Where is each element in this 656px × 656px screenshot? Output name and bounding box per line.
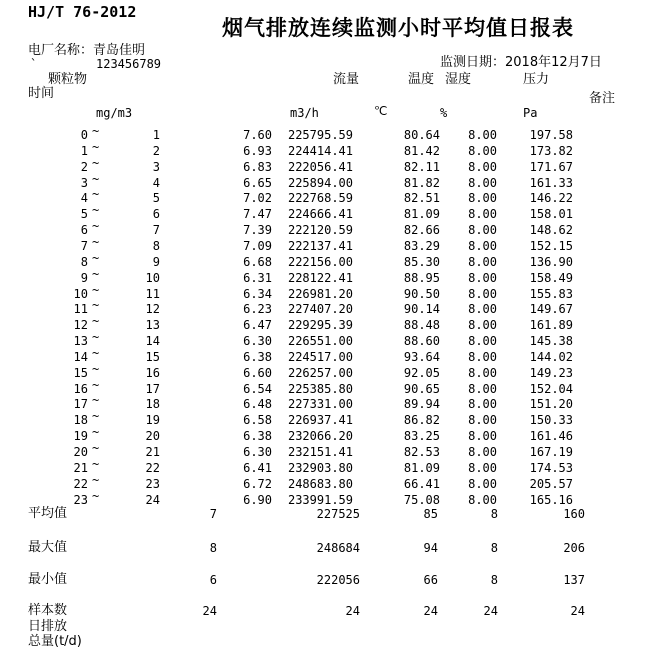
pm-value: 6.54	[243, 381, 272, 396]
hour-start: 14	[73, 349, 88, 364]
pressure-value: 145.38	[529, 334, 573, 349]
humidity-value: 8.00	[468, 397, 497, 412]
hour-start: 12	[73, 318, 88, 333]
pressure-value: 161.89	[529, 318, 573, 333]
flow-value: 248684	[316, 541, 360, 555]
temperature-value: 24	[423, 604, 438, 618]
pressure-value: 24	[570, 604, 585, 618]
pm-value: 6.83	[243, 159, 272, 174]
plant-code: 123456789	[96, 57, 162, 71]
plant-name-label: 电厂名称：	[28, 43, 94, 58]
hour-end: 22	[145, 460, 160, 475]
flow-value: 228122.41	[287, 270, 353, 285]
humidity-value: 8.00	[468, 429, 497, 444]
hour-start: 16	[73, 381, 88, 396]
summary-label: 平均值	[28, 506, 68, 521]
flow-value: 222120.59	[287, 223, 353, 238]
flow-value: 233991.59	[287, 492, 353, 507]
pm-value: 8	[209, 541, 217, 555]
pressure-value: 149.67	[529, 302, 573, 317]
hour-end: 18	[145, 397, 160, 412]
hour-range-tilde: ~	[92, 314, 100, 329]
pm-value: 6.65	[243, 175, 272, 190]
hour-range-tilde: ~	[92, 488, 100, 503]
hour-end: 12	[145, 302, 160, 317]
hour-start: 7	[80, 238, 88, 253]
column-header-pressure: 压力	[523, 72, 550, 87]
hour-end: 3	[152, 159, 160, 174]
hour-start: 11	[73, 302, 88, 317]
pressure-value: 174.53	[529, 460, 573, 475]
pressure-value: 158.49	[529, 270, 573, 285]
temperature-value: 75.08	[403, 492, 440, 507]
hour-range-tilde: ~	[92, 345, 100, 360]
temperature-value: 89.94	[403, 397, 440, 412]
pm-value: 7.60	[243, 128, 272, 142]
average-row	[0, 507, 656, 523]
pressure-value: 158.01	[529, 207, 573, 222]
hour-start: 15	[73, 365, 88, 380]
humidity-value: 8.00	[468, 349, 497, 364]
hour-range-tilde: ~	[92, 219, 100, 234]
flow-value: 222056.41	[287, 159, 353, 174]
pressure-value: 206	[563, 541, 585, 555]
hour-start: 4	[80, 191, 88, 206]
pressure-value: 152.04	[529, 381, 573, 396]
sample-count-row	[0, 604, 656, 620]
humidity-value: 8.00	[468, 302, 497, 317]
humidity-value: 8.00	[468, 175, 497, 190]
temperature-value: 83.25	[403, 429, 440, 444]
pressure-value: 152.15	[529, 238, 573, 253]
temperature-value: 92.05	[403, 365, 440, 380]
humidity-value: 8.00	[468, 143, 497, 158]
hour-end: 2	[152, 143, 160, 158]
pressure-value: 151.20	[529, 397, 573, 412]
pressure-value: 197.58	[529, 128, 573, 142]
pm-value: 6.68	[243, 254, 272, 269]
flow-value: 225385.80	[287, 381, 353, 396]
flow-value: 227525	[316, 507, 360, 521]
summary-label: 样本数	[28, 603, 68, 618]
hour-end: 20	[145, 429, 160, 444]
column-header-pm: 颗粒物	[48, 72, 88, 87]
hour-start: 6	[80, 223, 88, 238]
temperature-value: 86.82	[403, 413, 440, 428]
hour-range-tilde: ~	[92, 298, 100, 313]
hour-range-tilde: ~	[92, 425, 100, 440]
min-row	[0, 573, 656, 589]
plant-name-line	[28, 44, 145, 58]
hour-start: 0	[80, 128, 88, 142]
unit-humidity: %	[440, 106, 448, 120]
pm-value: 6.30	[243, 445, 272, 459]
hour-start: 3	[80, 175, 88, 190]
temperature-value: 82.53	[403, 445, 440, 459]
hour-start: 13	[73, 334, 88, 349]
pm-value: 7.09	[243, 238, 272, 253]
hour-end: 19	[145, 413, 160, 428]
hour-range-tilde: ~	[92, 393, 100, 408]
temperature-value: 90.14	[403, 302, 440, 317]
humidity-value: 8.00	[468, 223, 497, 238]
hour-range-tilde: ~	[92, 472, 100, 487]
pressure-value: 150.33	[529, 413, 573, 428]
column-header-temperature: 温度	[408, 72, 435, 87]
pressure-value: 161.46	[529, 429, 573, 444]
hour-range-tilde: ~	[92, 377, 100, 392]
temperature-value: 85.30	[403, 254, 440, 269]
temperature-value: 81.42	[403, 143, 440, 158]
hour-start: 23	[73, 492, 88, 507]
temperature-value: 66	[423, 573, 438, 587]
pm-value: 6.30	[243, 334, 272, 349]
standard-code: HJ/T 76-2012	[28, 3, 137, 21]
hour-end: 15	[145, 349, 160, 364]
pressure-value: 173.82	[529, 143, 573, 158]
humidity-value: 8.00	[468, 381, 497, 396]
flow-value: 226551.00	[287, 334, 353, 349]
temperature-value: 83.29	[403, 238, 440, 253]
hour-range-tilde: ~	[92, 409, 100, 424]
pm-value: 7.47	[243, 207, 272, 222]
pm-value: 6.41	[243, 460, 272, 475]
hour-end: 8	[152, 238, 160, 253]
hour-range-tilde: ~	[92, 171, 100, 186]
unit-flow: m3/h	[290, 106, 319, 120]
hour-range-tilde: ~	[92, 330, 100, 345]
pressure-value: 205.57	[529, 476, 573, 491]
humidity-value: 8.00	[468, 445, 497, 459]
hour-start: 18	[73, 413, 88, 428]
flow-value: 226981.20	[287, 286, 353, 301]
humidity-value: 8.00	[468, 318, 497, 333]
pm-value: 6.90	[243, 492, 272, 507]
stray-tick-mark: `	[30, 57, 38, 71]
hour-start: 2	[80, 159, 88, 174]
pm-value: 6.34	[243, 286, 272, 301]
report-title: 烟气排放连续监测小时平均值日报表	[222, 16, 574, 40]
pressure-value: 136.90	[529, 254, 573, 269]
temperature-value: 94	[423, 541, 438, 555]
flow-value: 227331.00	[287, 397, 353, 412]
pressure-value: 155.83	[529, 286, 573, 301]
hour-end: 13	[145, 318, 160, 333]
hour-end: 21	[145, 445, 160, 459]
flow-value: 222156.00	[287, 254, 353, 269]
temperature-value: 88.95	[403, 270, 440, 285]
pressure-value: 161.33	[529, 175, 573, 190]
flow-value: 224414.41	[287, 143, 353, 158]
pressure-value: 148.62	[529, 223, 573, 238]
hour-range-tilde: ~	[92, 266, 100, 281]
unit-temperature: ℃	[374, 104, 388, 118]
humidity-value: 8.00	[468, 365, 497, 380]
pressure-value: 144.02	[529, 349, 573, 364]
flow-value: 226937.41	[287, 413, 353, 428]
temperature-value: 81.09	[403, 207, 440, 222]
hour-end: 14	[145, 334, 160, 349]
pm-value: 24	[202, 604, 217, 618]
temperature-value: 80.64	[403, 128, 440, 142]
humidity-value: 8.00	[468, 191, 497, 206]
humidity-value: 8	[490, 507, 498, 521]
pm-value: 6.47	[243, 318, 272, 333]
hour-range-tilde: ~	[92, 203, 100, 218]
temperature-value: 82.66	[403, 223, 440, 238]
hour-range-tilde: ~	[92, 456, 100, 471]
hour-end: 10	[145, 270, 160, 285]
monitor-date-value: 2018年12月7日	[505, 55, 602, 70]
column-header-remark: 备注	[589, 91, 616, 106]
flow-value: 225795.59	[287, 128, 353, 142]
temperature-value: 66.41	[403, 476, 440, 491]
hour-start: 5	[80, 207, 88, 222]
hour-end: 17	[145, 381, 160, 396]
hour-range-tilde: ~	[92, 441, 100, 455]
hour-start: 17	[73, 397, 88, 412]
pressure-value: 167.19	[529, 445, 573, 459]
temperature-value: 81.09	[403, 460, 440, 475]
temperature-value: 90.65	[403, 381, 440, 396]
column-header-time: 时间	[28, 86, 55, 101]
pressure-value: 165.16	[529, 492, 573, 507]
flow-value: 224666.41	[287, 207, 353, 222]
pm-value: 6.60	[243, 365, 272, 380]
flow-value: 222137.41	[287, 238, 353, 253]
hour-start: 9	[80, 270, 88, 285]
hour-range-tilde: ~	[92, 250, 100, 265]
humidity-value: 8.00	[468, 207, 497, 222]
pm-value: 7	[209, 507, 217, 521]
temperature-value: 85	[423, 507, 438, 521]
hour-start: 10	[73, 286, 88, 301]
hour-range-tilde: ~	[92, 234, 100, 249]
hour-range-tilde: ~	[92, 155, 100, 170]
pressure-value: 137	[563, 573, 585, 587]
plant-name-value: 青岛佳明	[93, 43, 146, 58]
column-header-flow: 流量	[333, 72, 360, 87]
pm-value: 6	[209, 573, 217, 587]
pm-value: 6.38	[243, 349, 272, 364]
flow-value: 229295.39	[287, 318, 353, 333]
flow-value: 248683.80	[287, 476, 353, 491]
humidity-value: 8.00	[468, 334, 497, 349]
flow-value: 226257.00	[287, 365, 353, 380]
flow-value: 224517.00	[287, 349, 353, 364]
hour-end: 23	[145, 476, 160, 491]
flow-value: 24	[345, 604, 360, 618]
hour-start: 20	[73, 445, 88, 459]
hour-range-tilde: ~	[92, 282, 100, 297]
humidity-value: 8.00	[468, 128, 497, 142]
hour-range-tilde: ~	[92, 187, 100, 202]
flow-value: 227407.20	[287, 302, 353, 317]
humidity-value: 8.00	[468, 286, 497, 301]
temperature-value: 93.64	[403, 349, 440, 364]
humidity-value: 8.00	[468, 460, 497, 475]
humidity-value: 8.00	[468, 476, 497, 491]
summary-label: 最大值	[28, 540, 68, 555]
max-row	[0, 541, 656, 557]
unit-pm: mg/m3	[96, 106, 133, 120]
column-header-humidity: 湿度	[445, 72, 472, 87]
flow-value: 232151.41	[287, 445, 353, 459]
pm-value: 6.93	[243, 143, 272, 158]
hour-start: 1	[80, 143, 88, 158]
humidity-value: 8.00	[468, 413, 497, 428]
pm-value: 6.38	[243, 429, 272, 444]
pm-value: 6.23	[243, 302, 272, 317]
temperature-value: 82.11	[403, 159, 440, 174]
flow-value: 225894.00	[287, 175, 353, 190]
hour-start: 21	[73, 460, 88, 475]
pm-value: 6.31	[243, 270, 272, 285]
hour-end: 6	[152, 207, 160, 222]
footer-total-label: 总量(t/d)	[28, 634, 82, 649]
pressure-value: 149.23	[529, 365, 573, 380]
humidity-value: 8.00	[468, 270, 497, 285]
summary-label: 最小值	[28, 572, 68, 587]
hour-range-tilde: ~	[92, 361, 100, 376]
hour-start: 22	[73, 476, 88, 491]
hour-range-tilde: ~	[92, 124, 100, 138]
monitor-date-label: 监测日期：	[440, 55, 506, 70]
pressure-value: 160	[563, 507, 585, 521]
humidity-value: 8.00	[468, 254, 497, 269]
footer-daily-emission-label: 日排放	[28, 619, 68, 634]
humidity-value: 8.00	[468, 492, 497, 507]
hour-end: 9	[152, 254, 160, 269]
flow-value: 222056	[316, 573, 360, 587]
temperature-value: 81.82	[403, 175, 440, 190]
temperature-value: 90.50	[403, 286, 440, 301]
hour-end: 11	[145, 286, 160, 301]
temperature-value: 88.48	[403, 318, 440, 333]
hour-end: 16	[145, 365, 160, 380]
temperature-value: 82.51	[403, 191, 440, 206]
flow-value: 222768.59	[287, 191, 353, 206]
monitor-date-line	[440, 56, 602, 70]
pm-value: 6.58	[243, 413, 272, 428]
humidity-value: 8.00	[468, 159, 497, 174]
pm-value: 7.39	[243, 223, 272, 238]
hour-end: 4	[152, 175, 160, 190]
flow-value: 232066.20	[287, 429, 353, 444]
unit-pressure: Pa	[523, 106, 538, 120]
hour-end: 1	[152, 128, 160, 142]
pm-value: 6.72	[243, 476, 272, 491]
humidity-value: 8	[490, 573, 498, 587]
hour-start: 19	[73, 429, 88, 444]
humidity-value: 8	[490, 541, 498, 555]
pm-value: 6.48	[243, 397, 272, 412]
pressure-value: 171.67	[529, 159, 573, 174]
temperature-value: 88.60	[403, 334, 440, 349]
humidity-value: 24	[483, 604, 498, 618]
humidity-value: 8.00	[468, 238, 497, 253]
flow-value: 232903.80	[287, 460, 353, 475]
hour-end: 7	[152, 223, 160, 238]
hour-end: 24	[145, 492, 160, 507]
hour-range-tilde: ~	[92, 139, 100, 154]
pm-value: 7.02	[243, 191, 272, 206]
hour-start: 8	[80, 254, 88, 269]
hour-end: 5	[152, 191, 160, 206]
pressure-value: 146.22	[529, 191, 573, 206]
